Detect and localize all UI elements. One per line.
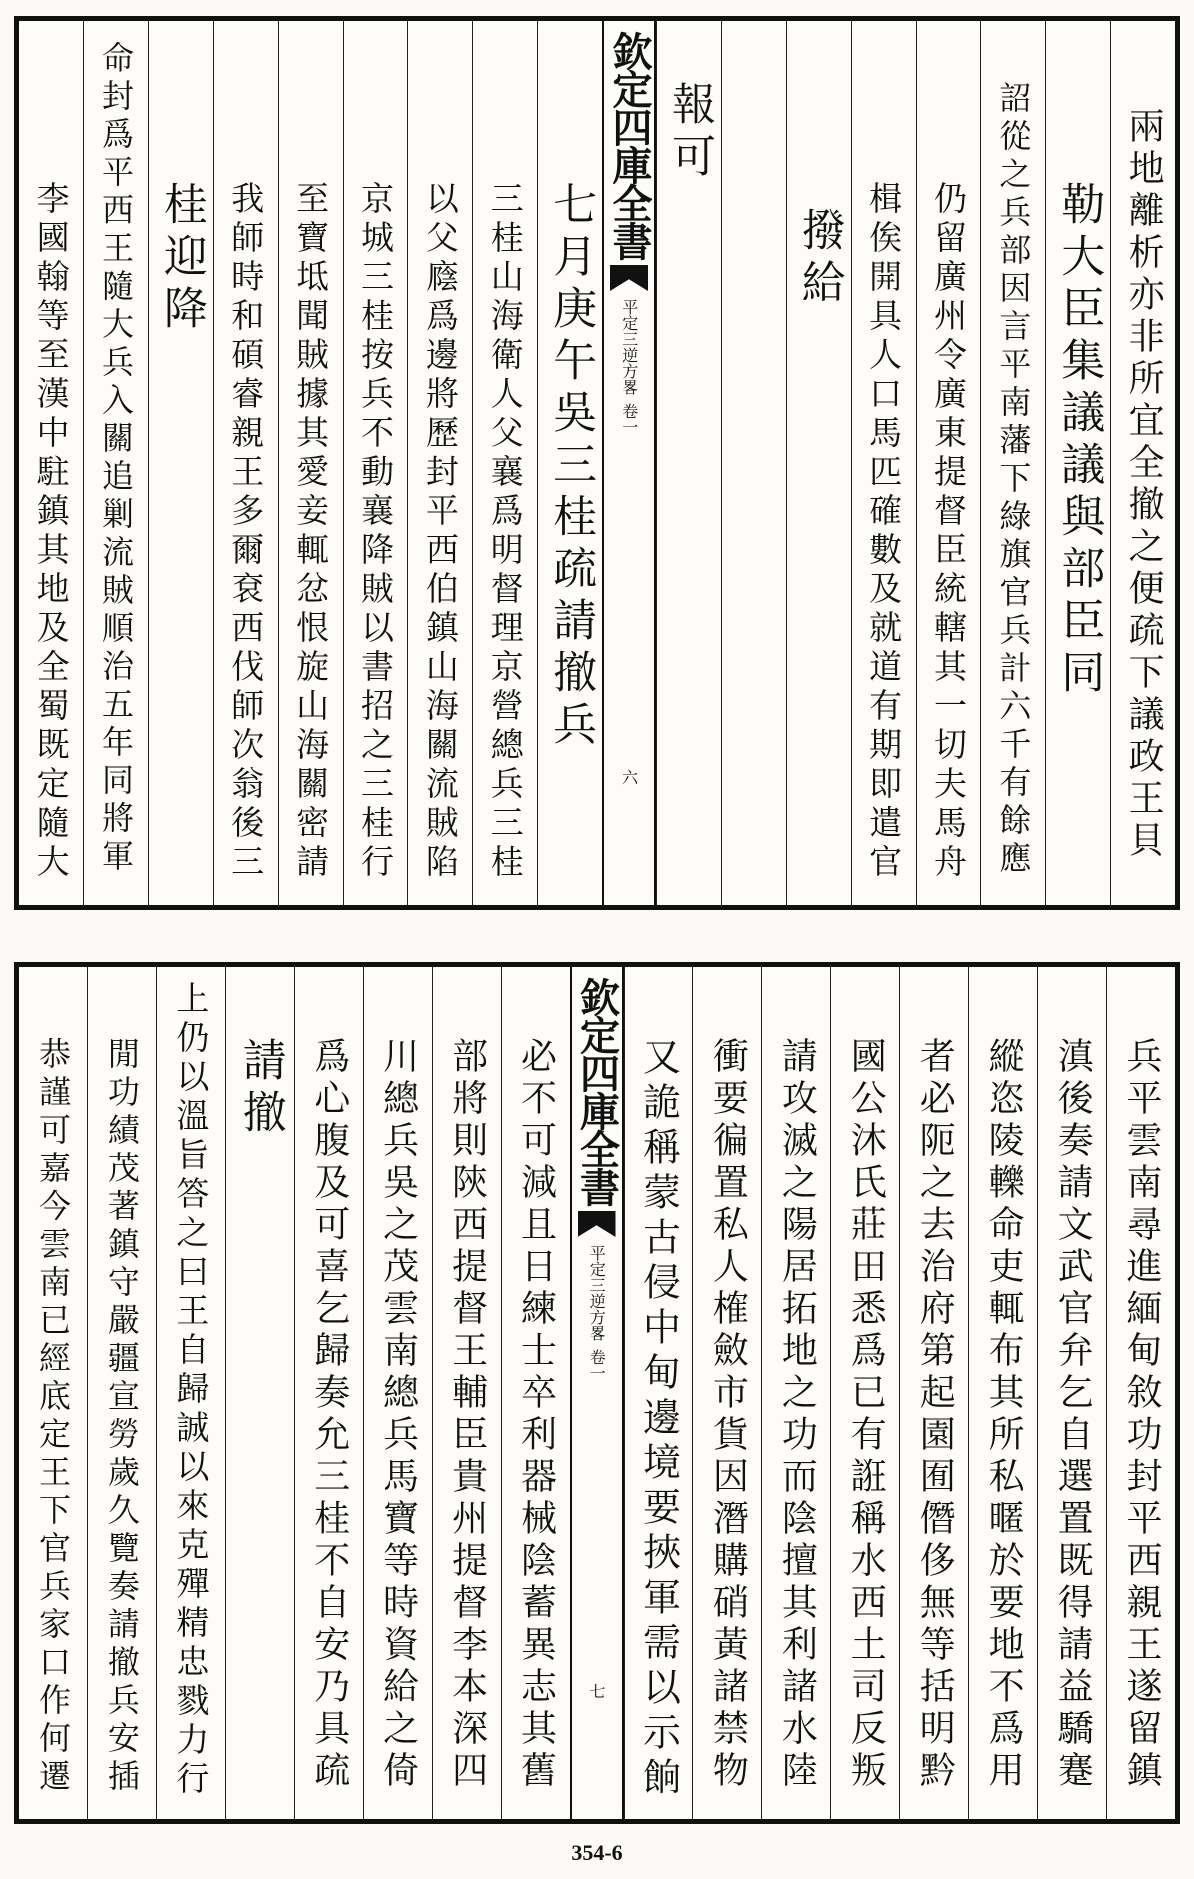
page-center-margin [570, 967, 624, 1819]
column-text: 滇後奏請文武官弁乞自選置既得請益驕蹇 [1052, 1037, 1094, 1793]
leaf-number: 七 [587, 1683, 606, 1699]
text-column [1037, 967, 1106, 1819]
column-text: 衝要徧置私人榷斂市貨因潛購硝黃諸禁物 [707, 1037, 749, 1793]
text-column [472, 21, 537, 905]
upper-page-columns [19, 21, 1175, 905]
column-text: 上仍以溫旨答之曰王自歸誠以來克殫精忠戮力行 [171, 981, 211, 1800]
text-column [721, 21, 786, 905]
text-column [786, 21, 851, 905]
column-text: 請攻滅之陽居拓地之功而陰擅其利諸水陸 [776, 1037, 818, 1793]
text-column [407, 21, 472, 905]
text-column [1106, 967, 1175, 1819]
text-column [968, 967, 1037, 1819]
column-text: 者必阨之去治府第起園囿僭侈無等括明黔 [914, 1037, 956, 1793]
text-column [278, 21, 343, 905]
page-number: 354-6 [571, 1840, 623, 1865]
text-column [656, 21, 721, 905]
column-text: 必不可減且日練士卒利器械陰蓄異志其舊 [515, 1037, 557, 1793]
text-column [148, 21, 213, 905]
text-column [343, 21, 408, 905]
lower-page-columns [19, 967, 1175, 1819]
text-column [761, 967, 830, 1819]
book-title: 欽定四庫全書 [573, 977, 621, 1205]
column-text: 撥給 [793, 207, 845, 311]
text-column [83, 21, 148, 905]
text-column [980, 21, 1045, 905]
text-column [501, 967, 570, 1819]
column-text: 以父廕爲邊將歷封平西伯鎮山海關流賊陷 [420, 181, 460, 883]
fishtail-mark [578, 1211, 616, 1237]
column-text: 桂迎降 [155, 181, 207, 337]
text-column [156, 967, 225, 1819]
text-column [830, 967, 899, 1819]
column-text: 恭謹可嘉今雲南已經底定王下官兵家口作何遷 [33, 1037, 72, 1797]
text-column [1045, 21, 1110, 905]
leaf-number: 六 [619, 769, 639, 785]
text-column [1110, 21, 1175, 905]
text-column [87, 967, 156, 1819]
column-text: 爲心腹及可喜乞歸奏允三桂不自安乃具疏 [308, 1037, 350, 1793]
text-column [916, 21, 981, 905]
column-text: 兩地離析亦非所宜全撤之便疏下議政王貝 [1123, 107, 1165, 863]
column-text: 又詭稱蒙古侵中甸邊境要挾軍需以示餉 [636, 1037, 681, 1802]
lower-book-page [14, 962, 1180, 1824]
book-title: 欽定四庫全書 [606, 31, 653, 259]
text-column [225, 967, 294, 1819]
column-text: 部將則陝西提督王輔臣貴州提督李本深四 [446, 1037, 488, 1793]
column-text: 楫俟開具人口馬匹確數及就道有期即遣官 [864, 181, 904, 883]
column-text: 報可 [663, 81, 715, 185]
text-column [363, 967, 432, 1819]
text-column [899, 967, 968, 1819]
column-text: 國公沐氏莊田悉爲已有誑稱水西土司反叛 [845, 1037, 887, 1793]
column-text: 縱恣陵轢命吏輒布其所私暱於要地不爲用 [983, 1037, 1025, 1793]
column-text: 李國翰等至漢中駐鎮其地及全蜀既定隨大 [31, 181, 71, 883]
page-center-margin [602, 21, 656, 905]
column-text: 命封爲平西王隨大兵入關追剿流賊順治五年同將軍 [96, 41, 135, 877]
column-text: 仍留廣州令廣東提督臣統轄其一切夫馬舟 [928, 181, 968, 883]
fishtail-mark [610, 265, 648, 291]
text-column [432, 967, 501, 1819]
text-column [294, 967, 363, 1819]
column-text: 川總兵吳之茂雲南總兵馬寶等時資給之倚 [377, 1037, 419, 1793]
column-text: 勒大臣集議議與部臣同 [1053, 181, 1105, 701]
column-text: 請撤 [234, 1037, 286, 1141]
text-column [19, 21, 83, 905]
column-text: 我師時和碩睿親王多爾袞西伐師次翁後三 [226, 181, 266, 883]
column-text: 閒功績茂著鎮守嚴疆宣勞歲久覽奏請撤兵安插 [102, 1037, 141, 1797]
volume-label: 卷一 [587, 1349, 607, 1381]
text-column [537, 21, 602, 905]
column-text: 至寶坻聞賊據其愛妾輒忿恨旋山海關密請 [291, 181, 331, 883]
volume-label: 卷一 [619, 403, 639, 435]
column-text: 詔從之兵部因言平南藩下綠旗官兵計六千有餘應 [994, 81, 1033, 879]
text-column [19, 967, 87, 1819]
text-column [624, 967, 693, 1819]
column-text: 京城三桂按兵不動襄降賊以書招之三桂行 [355, 181, 395, 883]
text-column [213, 21, 278, 905]
text-column [692, 967, 761, 1819]
column-text: 三桂山海衛人父襄爲明督理京營總兵三桂 [485, 181, 525, 883]
upper-book-page [14, 16, 1180, 910]
column-text: 七月庚午吳三桂疏請撤兵 [545, 181, 597, 753]
text-column [851, 21, 916, 905]
section-title: 平定三逆方畧 [587, 1245, 607, 1341]
section-title: 平定三逆方畧 [619, 299, 639, 395]
column-text: 兵平雲南尋進緬甸敘功封平西親王遂留鎮 [1121, 1037, 1163, 1793]
